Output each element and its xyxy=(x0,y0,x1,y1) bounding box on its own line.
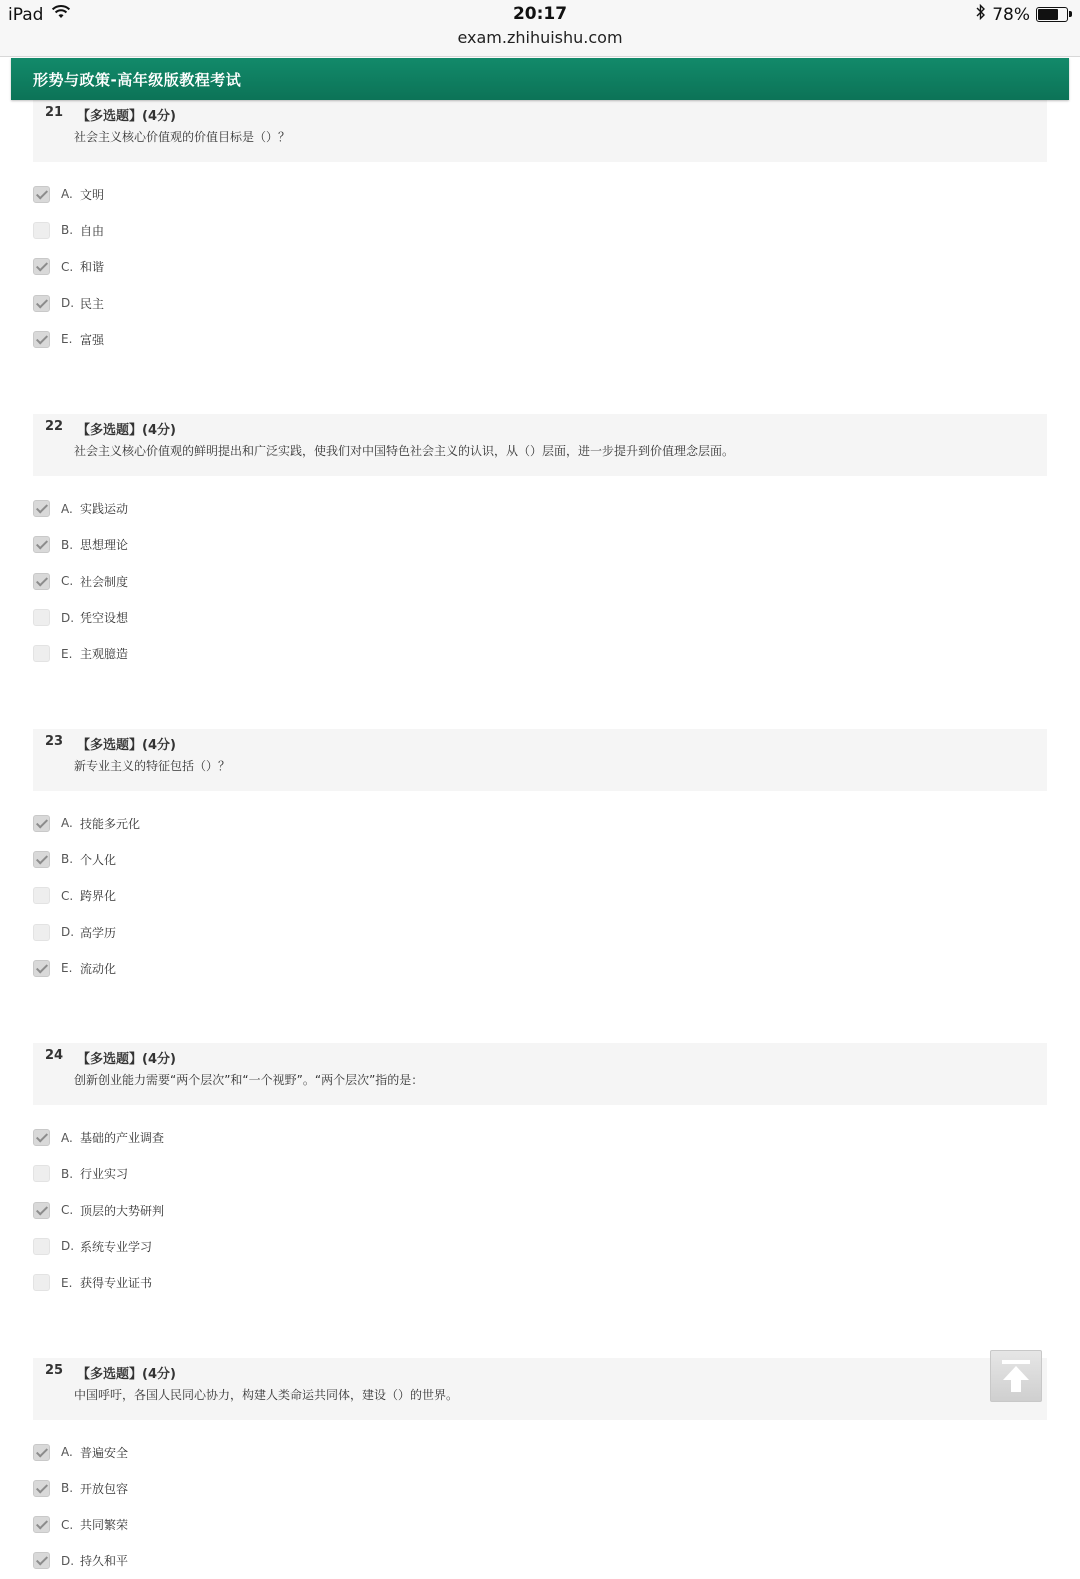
option-list xyxy=(0,805,1080,986)
option-label: 个人化 xyxy=(80,852,117,867)
option-label: 和谐 xyxy=(80,260,105,275)
option-letter: D. xyxy=(61,610,75,625)
option-label: 富强 xyxy=(80,332,105,347)
checkbox-unchecked-icon[interactable] xyxy=(33,887,50,904)
option-row[interactable] xyxy=(0,249,1080,285)
question-spacer xyxy=(0,672,1080,729)
option-row[interactable] xyxy=(0,176,1080,212)
question-23 xyxy=(0,729,1080,1043)
option-row[interactable] xyxy=(0,527,1080,563)
question-21 xyxy=(0,100,1080,414)
option-letter: C. xyxy=(61,888,74,903)
option-row[interactable] xyxy=(0,563,1080,599)
option-label: 流动化 xyxy=(80,961,117,976)
option-row[interactable] xyxy=(0,1543,1080,1579)
checkbox-unchecked-icon[interactable] xyxy=(33,609,50,626)
checkbox-unchecked-icon[interactable] xyxy=(33,1165,50,1182)
option-row[interactable] xyxy=(0,636,1080,672)
option-label: 实践运动 xyxy=(80,502,129,517)
option-label: 民主 xyxy=(80,296,105,311)
option-letter: B. xyxy=(61,223,74,238)
option-row[interactable] xyxy=(0,950,1080,986)
question-header xyxy=(33,414,1047,476)
clock: 20:17 xyxy=(512,4,568,24)
question-header xyxy=(33,1358,1047,1420)
question-22 xyxy=(0,414,1080,728)
option-letter: E. xyxy=(61,646,73,661)
option-list xyxy=(0,1434,1080,1579)
checkbox-checked-icon[interactable] xyxy=(33,1516,50,1533)
option-label: 开放包容 xyxy=(80,1481,129,1496)
option-letter: A. xyxy=(61,1130,73,1145)
option-letter: A. xyxy=(61,816,73,831)
option-label: 普遍安全 xyxy=(80,1445,129,1460)
checkbox-unchecked-icon[interactable] xyxy=(33,924,50,941)
option-label: 持久和平 xyxy=(80,1554,129,1569)
question-number: 25 xyxy=(45,1362,64,1378)
status-right xyxy=(976,4,1068,25)
option-label: 获得专业证书 xyxy=(80,1276,153,1291)
option-row[interactable] xyxy=(0,599,1080,635)
option-label: 社会制度 xyxy=(80,574,129,589)
question-spacer xyxy=(0,357,1080,414)
question-type: 【多选题】(4分) xyxy=(77,1366,176,1382)
checkbox-checked-icon[interactable] xyxy=(33,960,50,977)
checkbox-checked-icon[interactable] xyxy=(33,1480,50,1497)
option-row[interactable] xyxy=(0,805,1080,841)
option-letter: C. xyxy=(61,574,74,589)
question-type: 【多选题】(4分) xyxy=(77,109,176,124)
option-row[interactable] xyxy=(0,1228,1080,1264)
checkbox-unchecked-icon[interactable] xyxy=(33,1274,50,1291)
option-row[interactable] xyxy=(0,212,1080,248)
option-row[interactable] xyxy=(0,878,1080,914)
option-letter: B. xyxy=(61,1166,74,1181)
option-label: 凭空设想 xyxy=(80,611,129,626)
option-label: 基础的产业调查 xyxy=(80,1131,165,1146)
option-letter: D. xyxy=(61,925,75,939)
option-row[interactable] xyxy=(0,321,1080,357)
question-number: 24 xyxy=(45,1048,64,1064)
question-header xyxy=(33,1043,1047,1105)
option-list xyxy=(0,176,1080,357)
option-label: 跨界化 xyxy=(80,889,117,904)
option-label: 技能多元化 xyxy=(80,816,141,831)
question-text: 新专业主义的特征包括（）？ xyxy=(74,758,231,773)
address-bar-url[interactable]: exam.zhihuishu.com xyxy=(457,28,623,47)
option-label: 思想理论 xyxy=(80,538,129,553)
option-row[interactable] xyxy=(0,1470,1080,1506)
device-name: iPad xyxy=(8,4,44,25)
question-text: 创新创业能力需要“两个层次”和“一个视野”。“两个层次”指的是： xyxy=(74,1073,424,1088)
checkbox-unchecked-icon[interactable] xyxy=(33,222,50,239)
question-type: 【多选题】(4分) xyxy=(77,1052,176,1068)
question-25 xyxy=(0,1358,1080,1579)
checkbox-checked-icon[interactable] xyxy=(33,815,50,832)
checkbox-unchecked-icon[interactable] xyxy=(33,645,50,662)
option-letter: B. xyxy=(61,1481,74,1496)
checkbox-unchecked-icon[interactable] xyxy=(33,1238,50,1255)
question-24 xyxy=(0,1043,1080,1357)
option-letter: D. xyxy=(61,1239,75,1254)
option-label: 文明 xyxy=(80,187,105,202)
option-label: 系统专业学习 xyxy=(80,1239,153,1254)
status-bar xyxy=(0,0,1080,57)
option-letter: E. xyxy=(61,1275,73,1290)
question-header xyxy=(33,729,1047,791)
option-letter: C. xyxy=(61,259,74,274)
back-to-top-button[interactable] xyxy=(990,1350,1042,1402)
option-label: 高学历 xyxy=(80,925,117,940)
checkbox-checked-icon[interactable] xyxy=(33,851,50,868)
option-letter: A. xyxy=(61,187,73,202)
checkbox-checked-icon[interactable] xyxy=(33,186,50,203)
option-label: 自由 xyxy=(80,223,105,238)
option-letter: D. xyxy=(61,1553,75,1568)
option-row[interactable] xyxy=(0,841,1080,877)
option-letter: C. xyxy=(61,1203,74,1218)
question-number: 22 xyxy=(45,419,64,435)
question-number: 21 xyxy=(45,105,64,120)
option-label: 顶层的大势研判 xyxy=(80,1203,165,1218)
option-label: 行业实习 xyxy=(80,1167,129,1182)
option-letter: A. xyxy=(61,501,73,516)
option-letter: E. xyxy=(61,332,73,347)
bluetooth-icon xyxy=(976,4,986,25)
option-row[interactable] xyxy=(0,285,1080,321)
question-list xyxy=(0,100,1080,1579)
checkbox-checked-icon[interactable] xyxy=(33,573,50,590)
question-text: 中国呼吁，各国人民同心协力，构建人类命运共同体，建设（）的世界。 xyxy=(74,1387,459,1402)
checkbox-checked-icon[interactable] xyxy=(33,1444,50,1461)
option-row[interactable] xyxy=(0,1265,1080,1301)
question-spacer xyxy=(0,986,1080,1043)
question-text: 社会主义核心价值观的价值目标是（）？ xyxy=(74,130,291,144)
option-row[interactable] xyxy=(0,1119,1080,1155)
option-row[interactable] xyxy=(0,914,1080,950)
option-row[interactable] xyxy=(0,1192,1080,1228)
checkbox-checked-icon[interactable] xyxy=(33,1552,50,1569)
question-type: 【多选题】(4分) xyxy=(77,737,176,753)
option-row[interactable] xyxy=(0,1156,1080,1192)
battery-icon xyxy=(1036,7,1068,22)
question-text: 社会主义核心价值观的鲜明提出和广泛实践，使我们对中国特色社会主义的认识，从（）层面，进一步提升到价值理念层面。 xyxy=(74,444,735,459)
option-list xyxy=(0,490,1080,671)
checkbox-checked-icon[interactable] xyxy=(33,536,50,553)
option-letter: B. xyxy=(61,852,74,867)
battery-percent: 78% xyxy=(992,4,1030,25)
option-letter: B. xyxy=(61,537,74,552)
option-letter: E. xyxy=(61,961,73,976)
option-letter: A. xyxy=(61,1445,73,1460)
option-row[interactable] xyxy=(0,490,1080,526)
option-row[interactable] xyxy=(0,1434,1080,1470)
checkbox-checked-icon[interactable] xyxy=(33,331,50,348)
checkbox-checked-icon[interactable] xyxy=(33,258,50,275)
exam-header xyxy=(11,58,1069,100)
option-letter: C. xyxy=(61,1517,74,1532)
checkbox-checked-icon[interactable] xyxy=(33,1129,50,1146)
option-label: 主观臆造 xyxy=(80,647,129,662)
checkbox-checked-icon[interactable] xyxy=(33,295,50,312)
option-row[interactable] xyxy=(0,1507,1080,1543)
checkbox-checked-icon[interactable] xyxy=(33,500,50,517)
option-letter: D. xyxy=(61,296,75,311)
question-spacer xyxy=(0,1301,1080,1358)
arrow-up-to-top-icon xyxy=(991,1351,1041,1401)
question-number: 23 xyxy=(45,733,64,749)
option-list xyxy=(0,1119,1080,1300)
checkbox-checked-icon[interactable] xyxy=(33,1202,50,1219)
option-label: 共同繁荣 xyxy=(80,1518,129,1533)
question-type: 【多选题】(4分) xyxy=(77,423,176,439)
question-header xyxy=(33,100,1047,162)
exam-title: 形势与政策-高年级版教程考试 xyxy=(33,71,242,89)
